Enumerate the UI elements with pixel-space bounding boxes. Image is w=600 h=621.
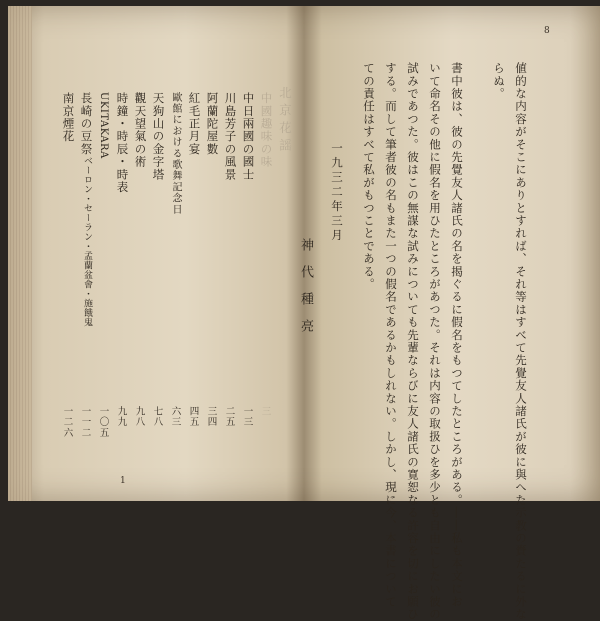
preface-line-4: 書中彼は、彼の先覺友人諸氏の名を揭ぐるに假名をもつてしたところがある。――私も本文にお bbox=[450, 62, 464, 609]
toc-page-11: 一一二 bbox=[79, 406, 91, 439]
toc-title: 北京花謡 bbox=[277, 86, 293, 156]
toc-page-8: 九八 bbox=[133, 406, 145, 428]
toc-item-10: UKITAKARA bbox=[98, 92, 109, 159]
toc-item-6: 歐館における歌舞記念日 bbox=[170, 92, 181, 216]
toc-page-1: 三 bbox=[259, 406, 271, 417]
toc-page-5: 四五 bbox=[187, 406, 199, 428]
toc-page-12: 一二六 bbox=[61, 406, 73, 439]
toc-item-3: 川島芳子の風景 bbox=[223, 92, 238, 181]
toc-item-8: 觀天望氣の術 bbox=[133, 92, 148, 169]
toc-item-12: 南京煙花 bbox=[61, 92, 76, 143]
toc-page-7: 七八 bbox=[151, 406, 163, 428]
toc-page-3: 二五 bbox=[223, 406, 235, 428]
toc-item-1: 中國趣味の味 bbox=[259, 92, 274, 169]
book-spread bbox=[8, 6, 600, 621]
toc-sub-note: ベーロン・セーラン・孟蘭盆會・施餓鬼 bbox=[82, 156, 92, 327]
toc-item-2: 中日兩國の國士 bbox=[241, 92, 256, 181]
toc-item-11: 長崎の豆祭 bbox=[79, 92, 94, 156]
page-edges bbox=[8, 6, 32, 501]
toc-item-9: 時鐘・時辰・時表 bbox=[115, 92, 130, 194]
toc-item-5: 紅毛正月宴 bbox=[187, 92, 202, 156]
preface-line-8: ての責任はすべて私がもつことである。 bbox=[362, 62, 376, 291]
preface-line-1: 値的な内容がそこにありとすれば、それ等はすべて先覺友人諸氏が彼に與へた示教の賚たるに外な bbox=[514, 62, 528, 621]
toc-page-9: 九九 bbox=[115, 406, 127, 428]
preface-line-2: らぬ。 bbox=[492, 62, 506, 101]
toc-page-2: 一三 bbox=[241, 406, 253, 428]
toc-page-6: 六三 bbox=[169, 406, 181, 428]
toc-item-7: 天狗山の金字塔 bbox=[151, 92, 166, 181]
preface-line-7: する。而して筆者彼の名もまた一つの假名であるかもしれない。しかし、現に今、本書について bbox=[384, 62, 398, 609]
toc-item-4: 阿蘭陀屋數 bbox=[205, 92, 220, 156]
toc-page-4: 三四 bbox=[205, 406, 217, 428]
preface-line-6: 試みであつた。彼はこの無謀な試みについても先輩ならびに友人諸氏の寛恕なる許容を切にお願ひ bbox=[406, 62, 420, 621]
preface-date: 一九三二年三月 bbox=[330, 142, 344, 244]
toc-page-10: 一〇五 bbox=[97, 406, 109, 439]
page-number-left: 1 bbox=[120, 476, 126, 486]
preface-line-5: いて命名その他に假名を用ひたところがあつた。それは内容の取扱ひを多少とも自由にしたい彼の bbox=[428, 62, 442, 621]
page-number-right: 8 bbox=[544, 26, 550, 36]
preface-author: 神代種亮 bbox=[298, 238, 313, 346]
